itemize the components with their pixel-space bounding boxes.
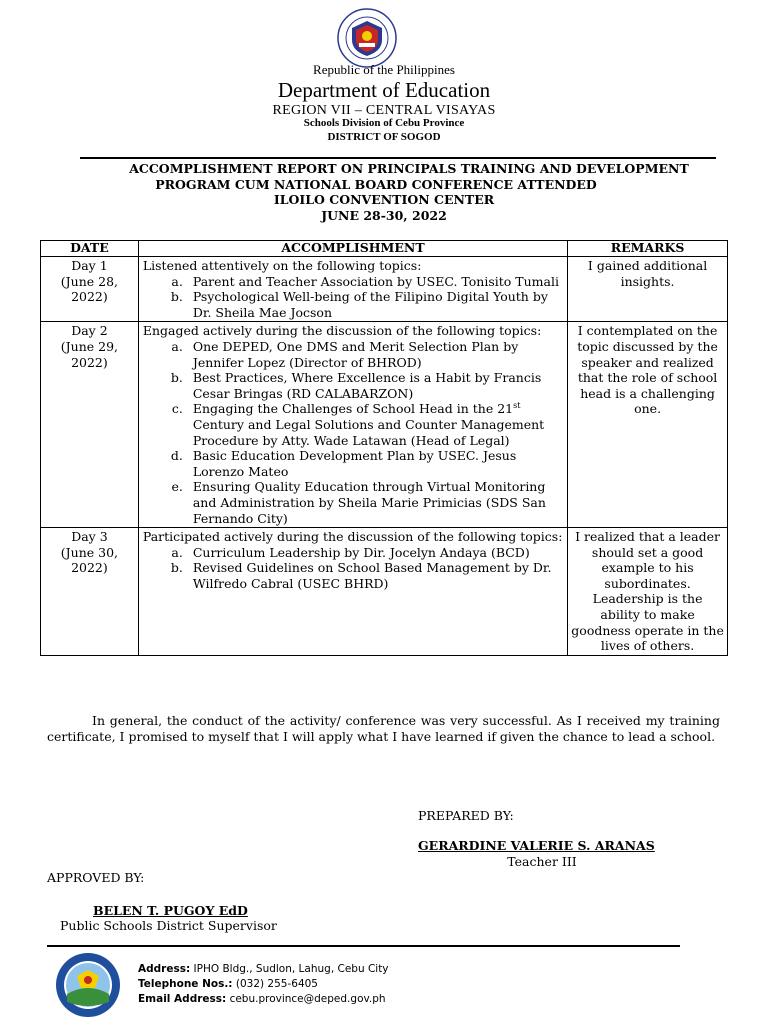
- date-year: 2022): [71, 289, 108, 305]
- republic-heading: Republic of the Philippines: [313, 62, 455, 77]
- date-day: Day 3: [71, 529, 108, 545]
- list-item: e. Ensuring Quality Education through Virtual Monitoring and Administration by Sheila Marie Primicias (SDS San Fernando City): [171, 479, 546, 526]
- accomplishment-intro: Participated actively during the discussion of the following topics:: [142, 529, 563, 545]
- list-item: a. Curriculum Leadership by Dir. Jocelyn Andaya (BCD): [171, 544, 530, 560]
- date-month: (June 28,: [60, 273, 119, 289]
- list-item: d. Basic Education Development Plan by USEC. Jesus Lorenzo Mateo: [170, 448, 517, 479]
- closing-paragraph: In general, the conduct of the activity/ conference was very successful. As I received my training certificate, I promised to myself that I will apply what I have learned if given the chance to lead a school.: [47, 713, 720, 744]
- approver-position: Public Schools District Supervisor: [60, 918, 277, 933]
- region-heading: REGION VII – CENTRAL VISAYAS: [272, 103, 496, 118]
- table-header-row: [41, 241, 728, 257]
- list-item: a. Parent and Teacher Association by USEC. Tonisito Tumali: [171, 273, 559, 289]
- topic-list: [143, 339, 563, 526]
- remarks-cell: I contemplated on the topic discussed by the speaker and realized that the role of school head is a challenging one.: [568, 322, 728, 528]
- list-item: b. Psychological Well-being of the Filipino Digital Youth by Dr. Sheila Mae Jocson: [170, 289, 548, 320]
- accomplishment-cell: [138, 528, 567, 656]
- list-item: b. Best Practices, Where Excellence is a Habit by Francis Cesar Bringas (RD CALABARZON): [170, 370, 542, 401]
- date-cell: [41, 528, 139, 656]
- header-remarks: REMARKS: [568, 241, 728, 257]
- department-heading: Department of Education: [277, 78, 491, 102]
- preparer-position: Teacher III: [507, 854, 577, 869]
- topic-list: [143, 274, 563, 321]
- table-row: [41, 257, 728, 322]
- preparer-name: GERARDINE VALERIE S. ARANAS: [418, 838, 655, 853]
- date-year: 2022): [71, 560, 108, 576]
- approved-by-label: APPROVED BY:: [47, 870, 145, 885]
- footer-telephone: Telephone Nos.: (032) 255-6405: [138, 978, 318, 990]
- date-month: (June 30,: [60, 544, 119, 560]
- header-accomplishment: ACCOMPLISHMENT: [138, 241, 567, 257]
- footer-email: Email Address: cebu.province@deped.gov.ph: [138, 993, 386, 1005]
- date-day: Day 2: [71, 323, 108, 339]
- deped-seal-icon: [337, 8, 397, 68]
- list-item: a. One DEPED, One DMS and Merit Selection Plan by Jennifer Lopez (Director of BHROD): [171, 338, 519, 370]
- list-item: c. Engaging the Challenges of School Head in the 21st Century and Legal Solutions and Counter Management Procedure by Atty. Wade Latawan (Head of Legal): [171, 401, 545, 448]
- accomplishment-intro: Listened attentively on the following topics:: [142, 258, 422, 273]
- list-item: b. Revised Guidelines on School Based Management by Dr. Wilfredo Cabral (USEC BHRD): [170, 560, 552, 591]
- date-month: (June 29,: [60, 338, 119, 354]
- district-heading: DISTRICT OF SOGOD: [327, 131, 441, 143]
- table-row: [41, 528, 728, 656]
- report-title-venue: ILOILO CONVENTION CENTER: [273, 192, 495, 207]
- division-heading: Schools Division of Cebu Province: [303, 117, 465, 129]
- date-cell: [41, 322, 139, 528]
- accomplishment-intro: Engaged actively during the discussion of the following topics:: [142, 323, 542, 339]
- date-cell: [41, 257, 139, 322]
- prepared-by-label: PREPARED BY:: [418, 808, 514, 823]
- accomplishment-table: [40, 240, 728, 656]
- topic-list: [143, 545, 563, 592]
- approver-name: BELEN T. PUGOY EdD: [93, 903, 248, 918]
- remarks-cell: I gained additional insights.: [568, 257, 728, 322]
- date-year: 2022): [71, 354, 108, 370]
- accomplishment-cell: [138, 257, 567, 322]
- cebu-division-logo-icon: [55, 952, 121, 1018]
- remarks-cell: I realized that a leader should set a good example to his subordinates. Leadership is the ability to make goodness operate in the lives of others.: [568, 528, 728, 656]
- report-title-line-1: ACCOMPLISHMENT REPORT ON PRINCIPALS TRAINING AND DEVELOPMENT: [129, 161, 689, 176]
- footer-address: Address: IPHO Bldg., Sudlon, Lahug, Cebu City: [138, 963, 389, 975]
- header-divider: [80, 157, 716, 159]
- report-title-date: JUNE 28-30, 2022: [321, 208, 447, 223]
- table-row: [41, 322, 728, 528]
- accomplishment-cell: [138, 322, 567, 528]
- header-date: DATE: [41, 241, 139, 257]
- report-title-line-2: PROGRAM CUM NATIONAL BOARD CONFERENCE ATTENDED: [155, 177, 597, 192]
- footer-divider: [47, 945, 680, 947]
- date-day: Day 1: [71, 258, 108, 273]
